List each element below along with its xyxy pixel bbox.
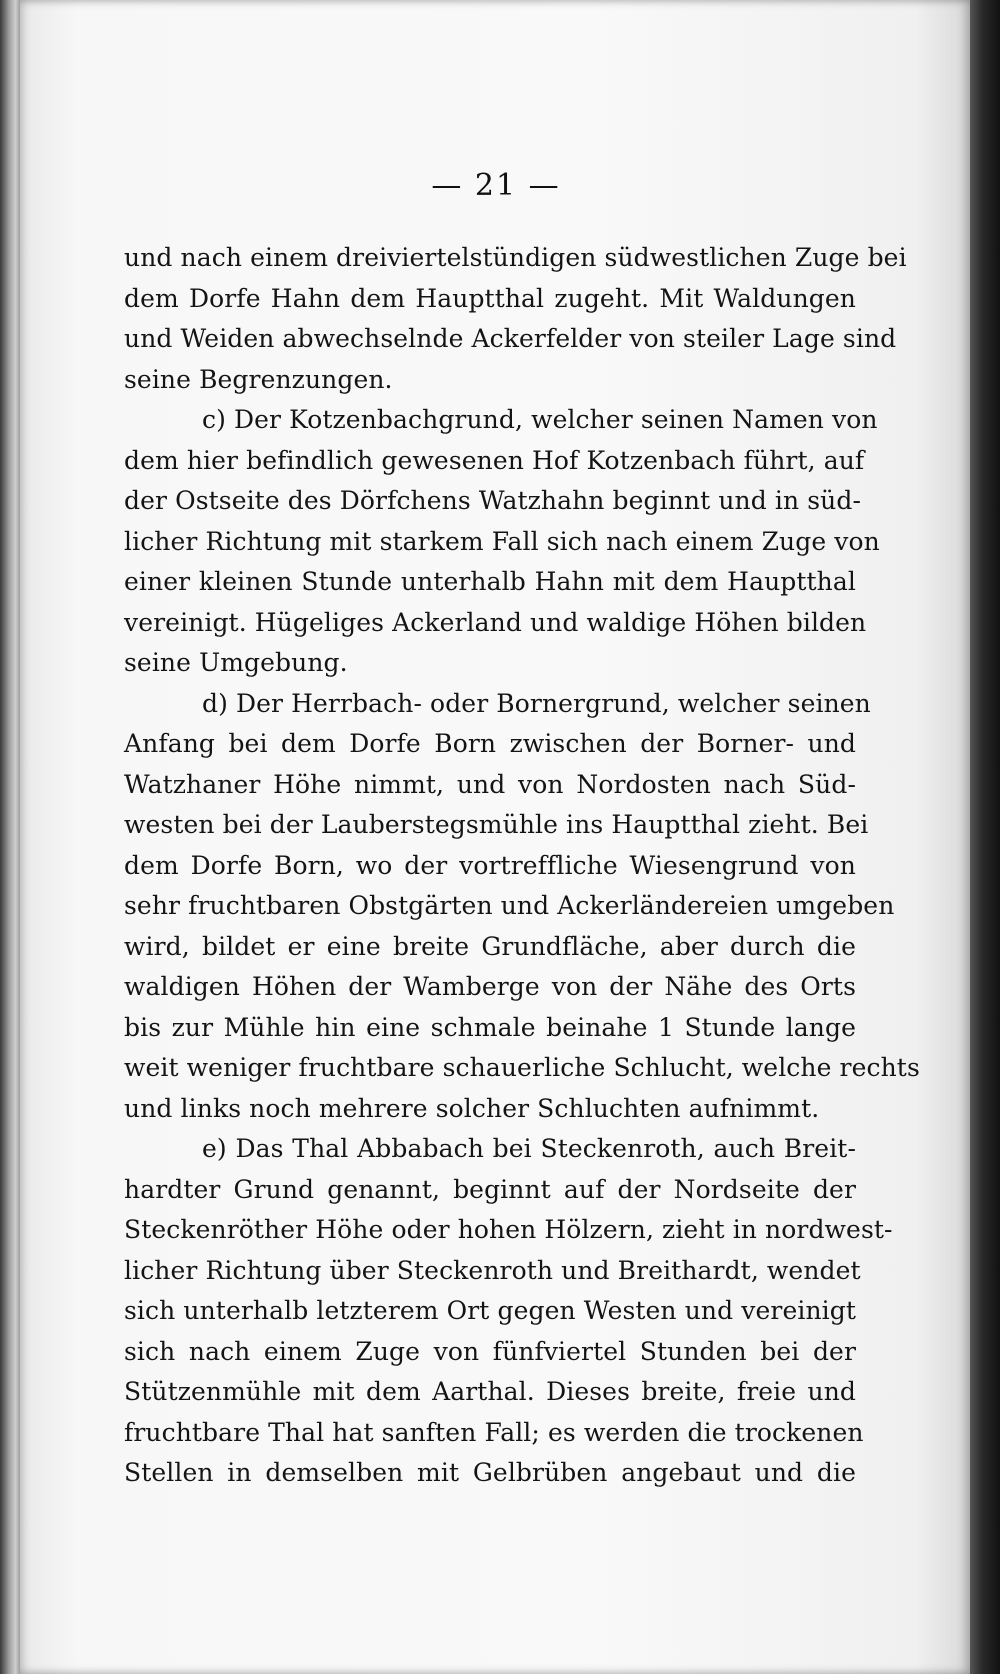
text-line: sehr fruchtbaren Obstgärten und Ackerländereien umgeben <box>124 891 895 920</box>
text-line: bis zur Mühle hin eine schmale beinahe 1 Stunde lange <box>124 1012 856 1042</box>
text-line: seine Begrenzungen. <box>124 364 393 394</box>
text-line: seine Umgebung. <box>124 648 348 677</box>
text-line: wird, bildet er eine breite Grundfläche, aber durch die <box>124 931 856 961</box>
text-line: sich unterhalb letzterem Ort gegen Westen und vereinigt <box>124 1296 856 1325</box>
text-line: westen bei der Lauberstegsmühle ins Hauptthal zieht. Bei <box>124 810 869 839</box>
text-line: dem hier befindlich gewesenen Hof Kotzenbach führt, auf <box>124 445 865 475</box>
text-line: dem Dorfe Hahn dem Hauptthal zugeht. Mit Waldungen <box>124 283 856 313</box>
text-line: vereinigt. Hügeliges Ackerland und waldige Höhen bilden <box>124 607 867 637</box>
text-line: e) Das Thal Abbabach bei Steckenroth, auch Breit- <box>202 1134 856 1163</box>
text-line: Steckenröther Höhe oder hohen Hölzern, zieht in nordwest- <box>124 1215 893 1244</box>
text-line: Stützenmühle mit dem Aarthal. Dieses breite, freie und <box>124 1377 856 1406</box>
text-line: c) Der Kotzenbachgrund, welcher seinen Namen von <box>202 405 878 434</box>
page-number: — 21 — <box>431 168 561 203</box>
body-text <box>124 238 920 1494</box>
text-line: und links noch mehrere solcher Schluchten aufnimmt. <box>124 1093 820 1123</box>
text-line: Stellen in demselben mit Gelbrüben angebaut und die <box>124 1458 856 1487</box>
text-line: licher Richtung mit starkem Fall sich nach einem Zuge von <box>124 526 880 556</box>
book-spine-edge <box>0 0 22 1674</box>
text-line: d) Der Herrbach- oder Bornergrund, welcher seinen <box>202 688 871 718</box>
text-line: der Ostseite des Dörfchens Watzhahn beginnt und in süd- <box>124 486 861 515</box>
text-line: waldigen Höhen der Wamberge von der Nähe des Orts <box>124 972 856 1001</box>
book-cover-edge <box>970 0 1000 1674</box>
text-line: Watzhaner Höhe nimmt, und von Nordosten nach Süd- <box>124 769 856 799</box>
text-line: Anfang bei dem Dorfe Born zwischen der Borner- und <box>124 729 856 758</box>
text-line: und Weiden abwechselnde Ackerfelder von steiler Lage sind <box>124 324 897 353</box>
text-line: hardter Grund genannt, beginnt auf der Nordseite der <box>124 1174 856 1204</box>
text-line: fruchtbare Thal hat sanften Fall; es werden die trockenen <box>124 1417 864 1447</box>
text-line: weit weniger fruchtbare schauerliche Schlucht, welche rechts <box>124 1053 920 1082</box>
text-line: sich nach einem Zuge von fünfviertel Stunden bei der <box>124 1336 856 1366</box>
text-line: licher Richtung über Steckenroth und Breithardt, wendet <box>124 1255 861 1285</box>
text-line: dem Dorfe Born, wo der vortreffliche Wiesengrund von <box>124 850 856 880</box>
book-page <box>20 0 972 1674</box>
text-line: und nach einem dreiviertelstündigen südwestlichen Zuge bei <box>124 243 907 272</box>
text-line: einer kleinen Stunde unterhalb Hahn mit dem Hauptthal <box>124 567 856 596</box>
